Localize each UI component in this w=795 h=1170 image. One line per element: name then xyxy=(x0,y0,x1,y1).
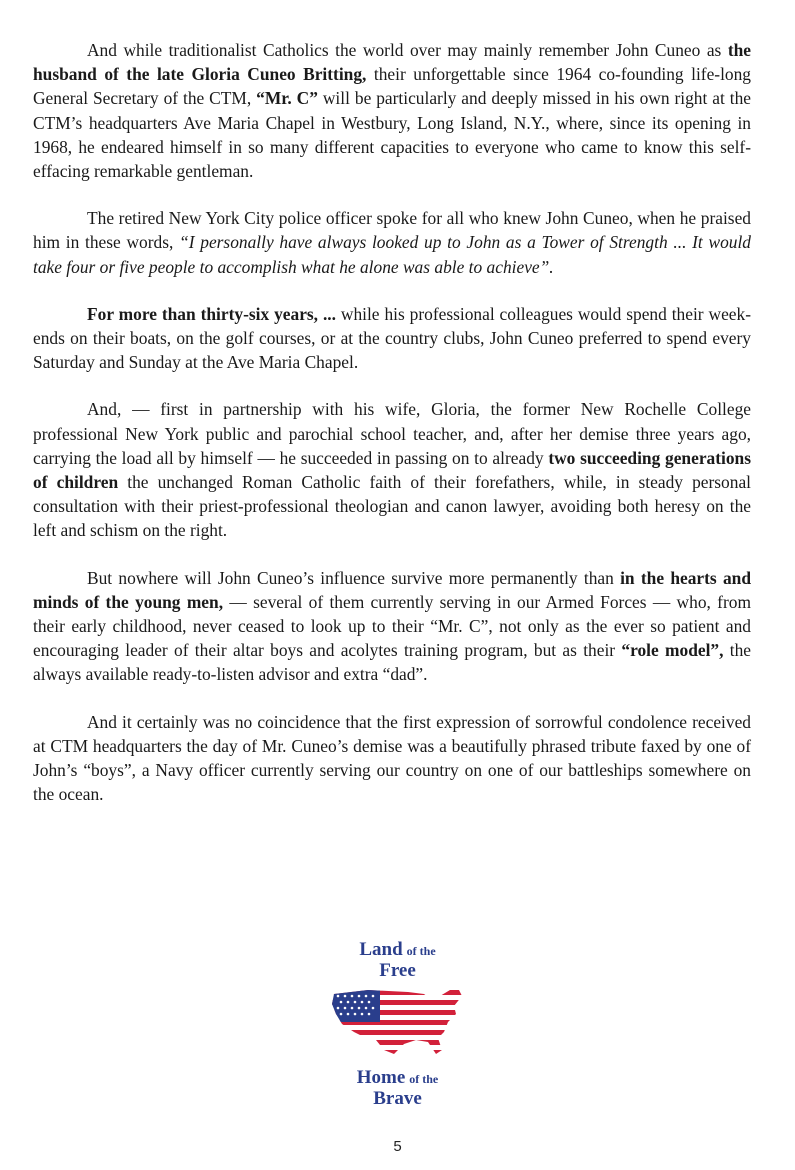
bold-segment: For more than thirty-six years, ... xyxy=(87,303,336,324)
emblem-line-4: Brave xyxy=(373,1088,422,1109)
bold-segment: “Mr. C” xyxy=(256,88,318,109)
document-body xyxy=(33,38,751,829)
page-number: 5 xyxy=(393,1138,402,1155)
text-segment: And it certainly was no coincidence that the first expression of sorrowful condolence received at CTM headquarters the day of Mr. Cuneo’s demise was a beautifully phrased tribute faxed by one of John’s “boys”, a Navy officer currently serving our country on one of our battleships somewhere on the ocean. xyxy=(33,711,751,805)
paragraph-6 xyxy=(33,710,751,807)
paragraph-5 xyxy=(33,566,751,687)
emblem-line-1: Land of the xyxy=(359,939,436,960)
text-segment: will be particularly and deeply missed in his own right at the CTM’s headquarters Ave Maria Chapel in Westbury, Long Island, N.Y., where, since its opening in 1968, he endeared himself in so many different capacities to everyone who came to know this self-effacing remarkable gentleman. xyxy=(33,88,751,182)
text-segment: while his professional colleagues would spend their week-ends on their boats, on the golf courses, or at the country clubs, John Cuneo preferred to spend every Saturday and Sunday at the Ave Maria Chapel. xyxy=(33,303,751,373)
paragraph-4 xyxy=(33,397,751,542)
bold-segment: “role model”, xyxy=(621,640,724,661)
us-flag-map-icon xyxy=(328,984,468,1068)
text-segment: But nowhere will John Cuneo’s influence survive more permanently than xyxy=(87,567,621,588)
text-segment: — several of them currently serving in our Armed Forces — who, from their early childhood, never ceased to look up to their “Mr. C”, not only as the ever so patient and encouraging leader of their altar boys and acolytes training program, but as their xyxy=(33,591,751,661)
text-segment: And, — first in partnership with his wife, Gloria, the former New Rochelle College professional New York public and parochial school teacher, and, after her demise three years ago, carrying the load all by himself — he succeeded in passing on to already xyxy=(33,399,751,468)
bold-segment: the husband of the late Gloria Cuneo Britting, xyxy=(33,40,751,85)
emblem-line-2: Free xyxy=(379,960,416,981)
text-segment: And while traditionalist Catholics the world over may mainly remember John Cuneo as xyxy=(87,40,728,60)
emblem-line-3: Home of the xyxy=(356,1067,439,1088)
paragraph-2 xyxy=(33,206,751,279)
quote-segment: “I personally have always looked up to John as a Tower of Strength ... It would take four or five people to accomplish what he alone was able to achieve”. xyxy=(33,232,751,277)
text-segment: The retired New York City police officer spoke for all who knew John Cuneo, when he praised him in these words, xyxy=(33,208,751,253)
land-of-the-free-emblem xyxy=(325,940,470,1110)
bold-segment: in the hearts and minds of the young men, xyxy=(33,567,751,612)
text-segment: the always available ready-to-listen advisor and extra “dad”. xyxy=(33,640,752,685)
paragraph-3 xyxy=(33,302,751,375)
bold-segment: two succeeding generations of children xyxy=(33,447,751,493)
text-segment: their unforgettable since 1964 co-founding life-long General Secretary of the CTM, xyxy=(33,64,752,109)
paragraph-1 xyxy=(33,38,751,183)
text-segment: the unchanged Roman Catholic faith of their forefathers, while, in steady personal consultation with their priest-professional theologian and canon lawyer, avoiding both heresy on the left and schism on the right. xyxy=(33,472,751,541)
